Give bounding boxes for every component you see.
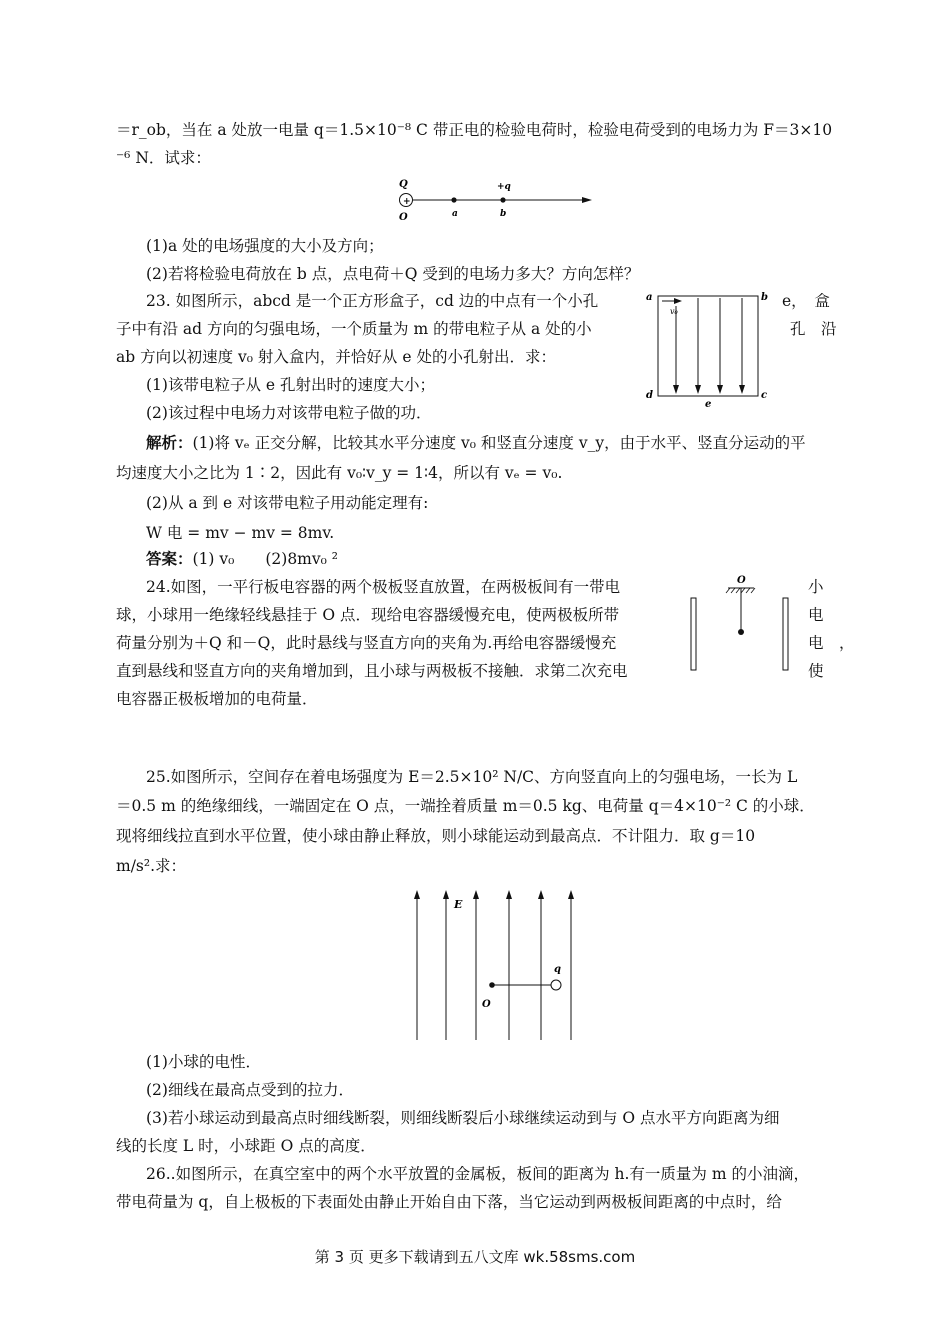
label-b: b	[500, 209, 507, 219]
page-footer: 第 3 页 更多下载请到五八文库 wk.58sms.com	[314, 1248, 636, 1266]
p23-line1: 23. 如图所示，abcd 是一个正方形盒子，cd 边的中点有一个小孔	[146, 292, 599, 310]
label-q: q	[554, 964, 561, 975]
label-Q: Q	[399, 179, 408, 190]
p24-line4-right: 使	[808, 662, 824, 680]
point-charge-figure	[392, 176, 602, 226]
label-a: a	[646, 292, 653, 303]
p23-line2: 子中有沿 ad 方向的匀强电场，一个质量为 m 的带电粒子从 a 处的小	[116, 320, 592, 338]
solution-line1: (1)将 vₑ 正交分解，比较其水平分速度 v₀ 和竖直分速度 v_y，由于水平、竖直分运动的平	[192, 434, 806, 452]
label-O: O	[399, 212, 408, 223]
p25-line2: ＝0.5 m 的绝缘细线，一端固定在 O 点，一端拴着质量 m＝0.5 kg、电荷量 q＝4×10⁻² C 的小球．	[116, 797, 815, 815]
p24-line4: 直到悬线和竖直方向的夹角增加到，且小球与两极板不接触．求第二次充电	[116, 662, 628, 680]
label-E: E	[454, 898, 463, 911]
p23-line1-right: e， 盒	[782, 292, 830, 310]
p22-q2: (2)若将检验电荷放在 b 点，点电荷＋Q 受到的电场力多大？方向怎样？	[146, 265, 640, 283]
p26-line2: 带电荷量为 q，自上极板的下表面处由静止开始自由下落，当它运动到两极板间距离的中点时，给	[116, 1193, 782, 1211]
label-O: O	[482, 999, 491, 1010]
label-b: b	[761, 292, 768, 303]
p24-line1-right: 小	[808, 578, 824, 596]
square-box-figure	[640, 286, 775, 410]
p26-line1: 26..如图所示，在真空室中的两个水平放置的金属板，板间的距离为 h.有一质量为 m 的小油滴，	[146, 1165, 809, 1183]
label-a: a	[452, 209, 458, 219]
p25-q3b: 线的长度 L 时，小球距 O 点的高度．	[116, 1137, 376, 1155]
answer-text: (1) v₀ (2)8mv₀ ²	[192, 550, 338, 568]
p25-q1: (1)小球的电性．	[146, 1053, 261, 1071]
label-d: d	[646, 390, 653, 401]
p22-line1: ＝r_ob，当在 a 处放一电量 q＝1.5×10⁻⁸ C 带正电的检验电荷时，检验电荷受到的电场力为 F＝3×10	[116, 121, 833, 139]
p24-line2: 球，小球用一绝缘轻线悬挂于 O 点．现给电容器缓慢充电，使两极板所带	[116, 606, 620, 624]
p25-line4: m/s².求：	[116, 857, 187, 875]
p23-q2: (2)该过程中电场力对该带电粒子做的功．	[146, 404, 432, 422]
p23-line3: ab 方向以初速度 v₀ 射入盒内，并恰好从 e 处的小孔射出．求：	[116, 348, 556, 366]
p23-sol3: (2)从 a 到 e 对该带电粒子用动能定理有:	[146, 494, 429, 512]
p25-line3: 现将细线拉直到水平位置，使小球由静止释放，则小球能运动到最高点．不计阻力．取 g＝10	[116, 827, 756, 845]
p22-q1: (1)a 处的电场强度的大小及方向；	[146, 237, 384, 255]
plus-sign: +	[403, 197, 411, 207]
p23-q1: (1)该带电粒子从 e 孔射出时的速度大小；	[146, 376, 435, 394]
p24-line3-right: 电 ，	[808, 634, 855, 652]
p25-q2: (2)细线在最高点受到的拉力．	[146, 1081, 354, 1099]
p24-line2-right: 电	[808, 606, 824, 624]
capacitor-figure	[688, 572, 798, 672]
label-e: e	[705, 399, 712, 410]
label-plus-q: +q	[497, 182, 511, 192]
p23-sol2: 均速度大小之比为 1∶2，因此有 v₀∶v_y = 1∶4，所以有 vₑ = v₀.	[116, 464, 563, 482]
p23-line2-right: 孔 沿	[790, 320, 837, 338]
label-c: c	[761, 390, 768, 401]
p25-line1: 25.如图所示，空间存在着电场强度为 E＝2.5×10² N/C、方向竖直向上的匀强电场，一长为 L	[146, 768, 798, 786]
answer-label: 答案：	[146, 549, 193, 568]
p22-line2: ⁻⁶ N．试求：	[116, 149, 211, 167]
p24-line1: 24.如图，一平行板电容器的两个极板竖直放置，在两极板间有一带电	[146, 578, 621, 596]
p24-line3: 荷量分别为＋Q 和－Q，此时悬线与竖直方向的夹角为.再给电容器缓慢充	[116, 634, 617, 652]
p25-q3: (3)若小球运动到最高点时细线断裂，则细线断裂后小球继续运动到与 O 点水平方向距离为细	[146, 1109, 780, 1127]
p23-sol1	[146, 432, 806, 454]
label-v0: v₀	[670, 307, 678, 316]
solution-label: 解析：	[146, 433, 193, 452]
electric-field-figure	[406, 886, 586, 1046]
p23-sol4: W 电 = mv − mv = 8mv.	[146, 524, 335, 542]
p24-line5: 电容器正极板增加的电荷量．	[116, 690, 318, 708]
p23-answer	[146, 548, 338, 570]
label-O: O	[737, 575, 746, 586]
